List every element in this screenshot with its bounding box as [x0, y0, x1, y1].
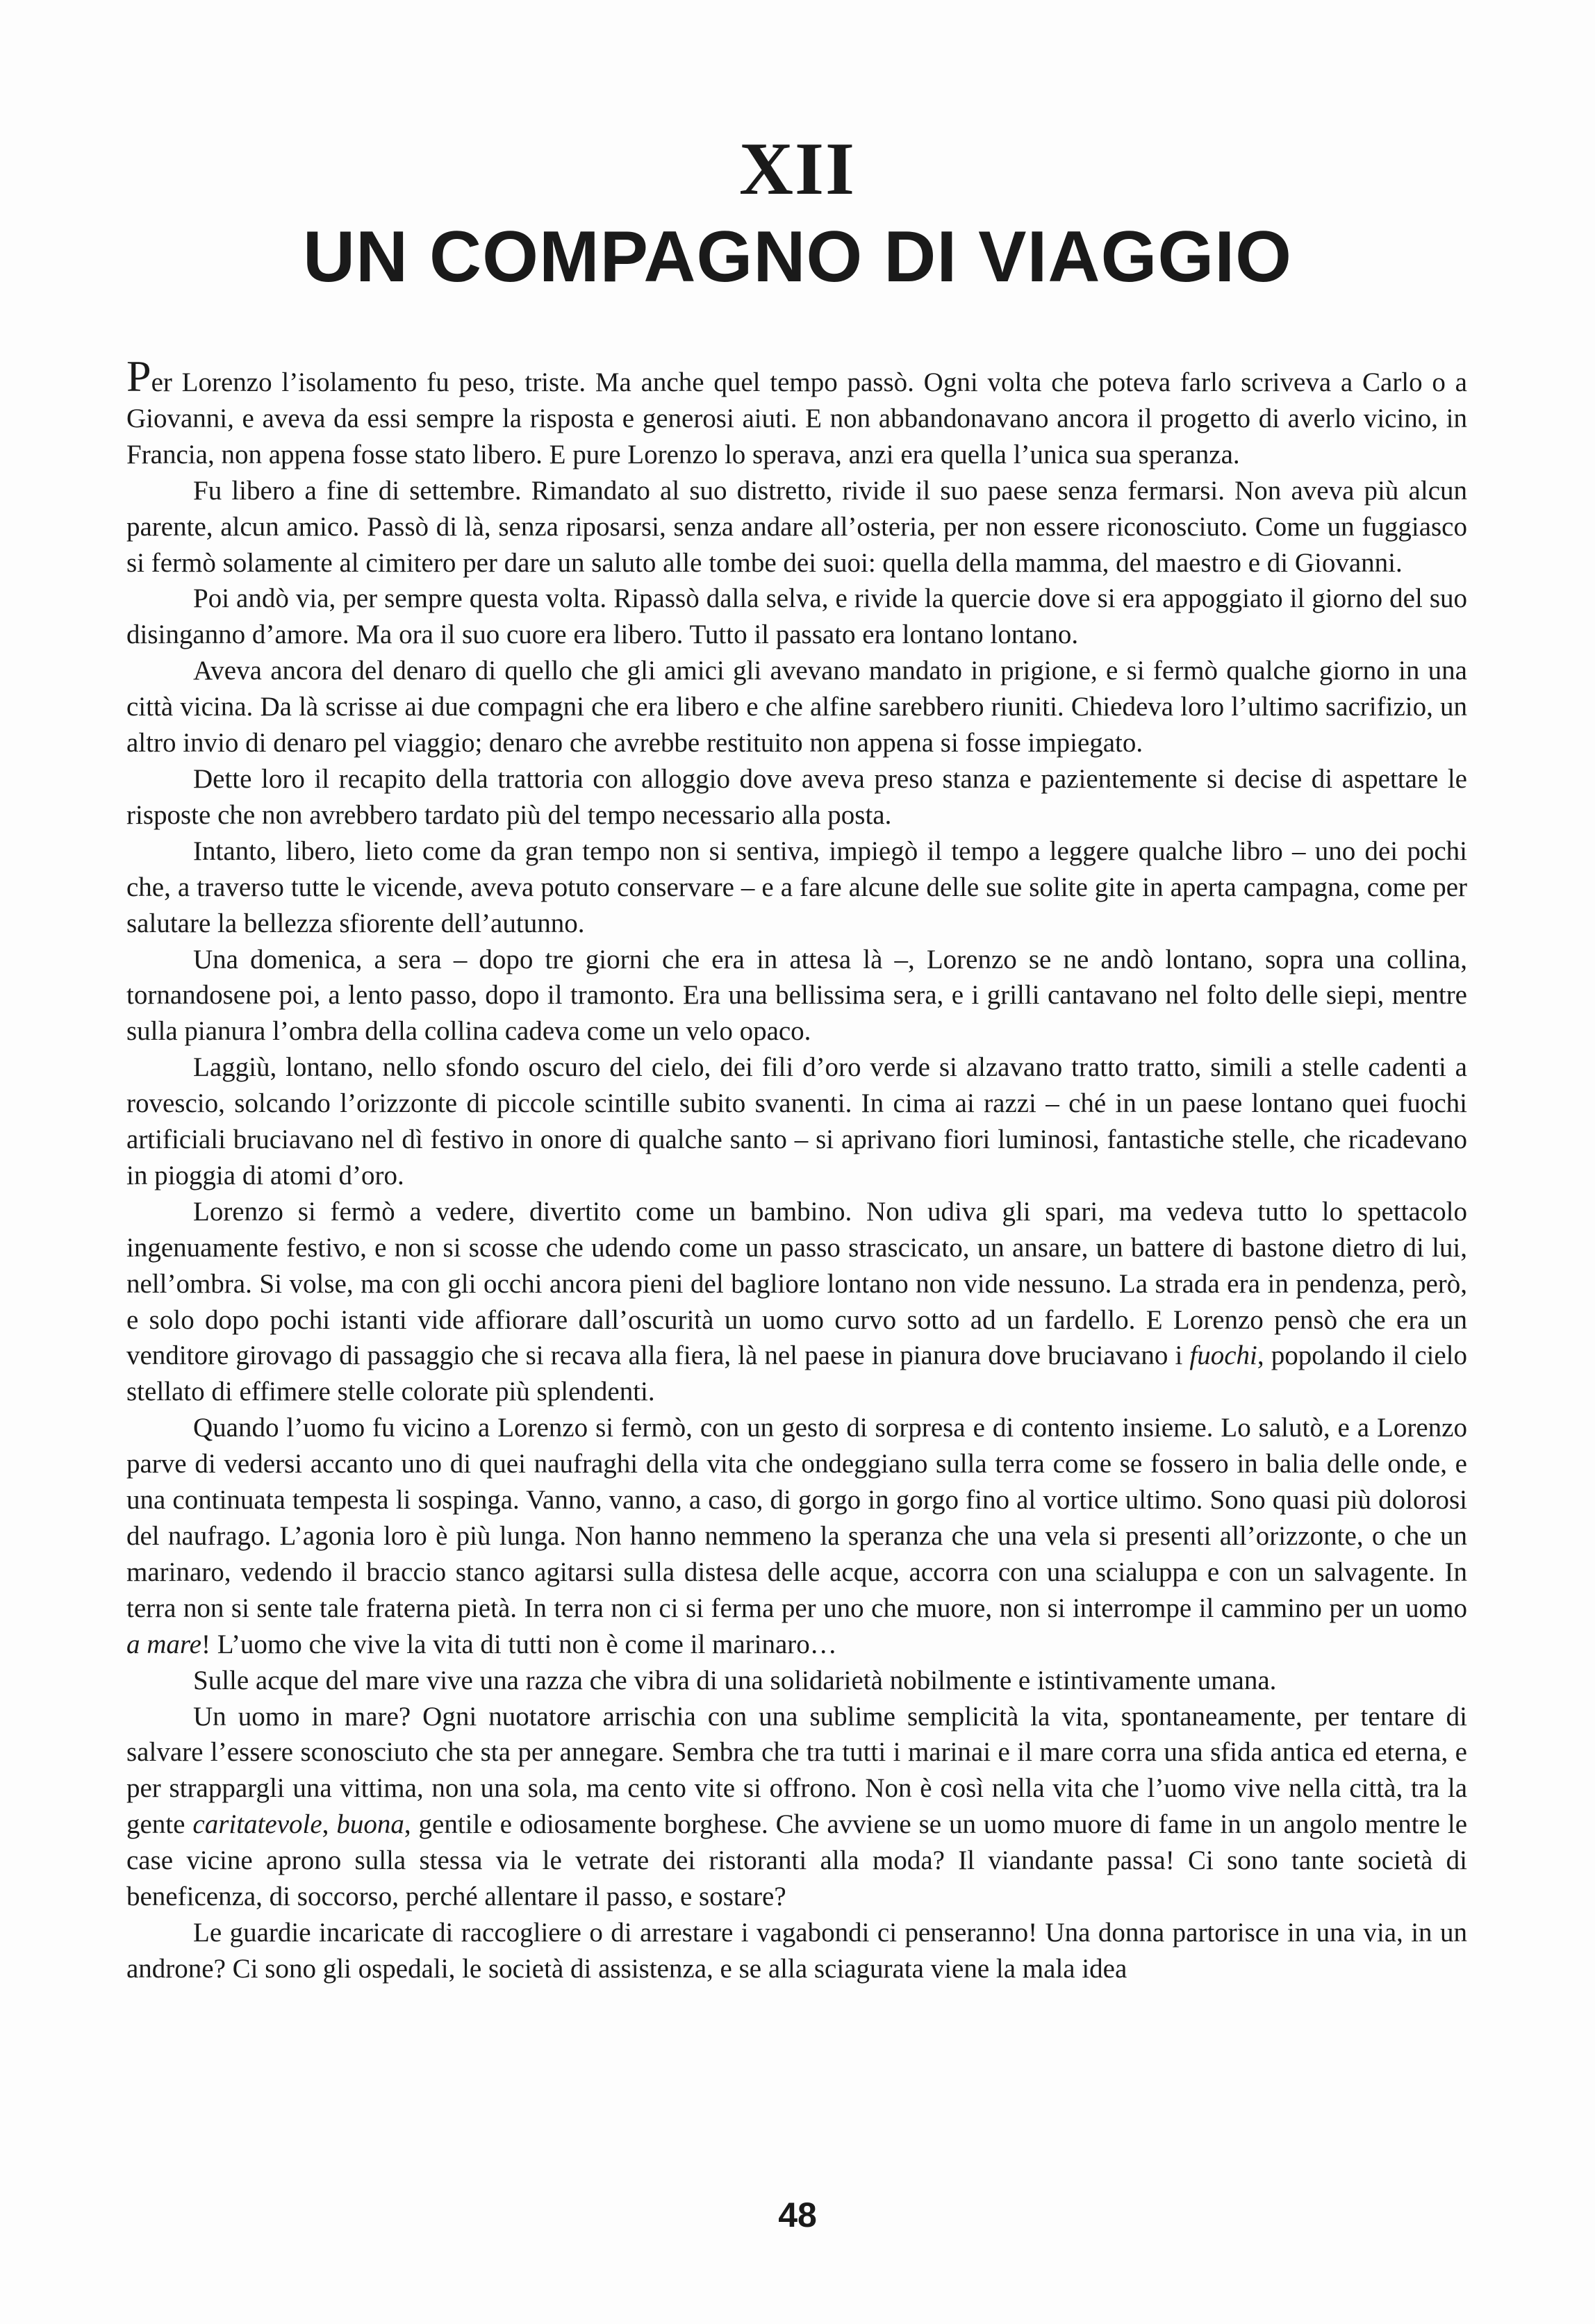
- paragraph-text: Lorenzo si fermò a vedere, divertito come un bambino. Non udiva gli spari, ma vedeva tutto lo spettacolo ingenuamente festivo, e non si scosse che udendo come un passo strascicato, un ansare, un battere di bastone dietro di lui, nell’ombra. Si volse, ma con gli occhi ancora pieni del bagliore lontano non vide nessuno. La strada era in pendenza, però, e solo dopo pochi istanti vide affiorare dall’oscurità un uomo curvo sotto ad un fardello. E Lorenzo pensò che era un venditore girovago di passaggio che si recava alla fiera, là nel paese in pianura dove bruciavano i: [126, 1196, 1467, 1371]
- italic-text: fuochi: [1189, 1341, 1257, 1371]
- paragraph: [126, 1194, 1467, 1410]
- paragraph: Le guardie incaricate di raccogliere o di arrestare i vagabondi ci penseranno! Una donna partorisce in una via, in un androne? Ci sono gli ospedali, le società di assistenza, e se alla sciagurata viene la mala idea: [126, 1917, 1467, 1984]
- paragraph-opening: [126, 351, 1467, 473]
- paragraph-text: er Lorenzo l’isolamento fu peso, triste. Ma anche quel tempo passò. Ogni volta che poteva farlo scriveva a Carlo o a Giovanni, e aveva da essi sempre la risposta e generosi aiuti. E non abbandonavano ancora il progetto di averlo vicino, in Francia, non appena fosse stato libero. E pure Lorenzo lo sperava, anzi era quella l’unica sua speranza.: [126, 367, 1467, 470]
- paragraph: Dette loro il recapito della trattoria con alloggio dove aveva preso stanza e pazientemente si decise di aspettare le risposte che non avrebbero tardato più del tempo necessario alla posta.: [126, 763, 1467, 830]
- paragraph: Fu libero a fine di settembre. Rimandato al suo distretto, rivide il suo paese senza fermarsi. Non aveva più alcun parente, alcun amico. Passò di là, senza riposarsi, senza andare all’osteria, per non essere riconosciuto. Come un fuggiasco si fermò solamente al cimitero per dare un saluto alle tombe dei suoi: quella della mamma, del maestro e di Giovanni.: [126, 475, 1467, 578]
- paragraph: Sulle acque del mare vive una razza che vibra di una solidarietà nobilmente e istintivamente umana.: [193, 1665, 1277, 1695]
- paragraph-text: , gentile e odiosamente borghese. Che avviene se un uomo muore di fame in un angolo mentre le case vicine aprono sulla stessa via le vetrate dei ristoranti alla moda? Il viandante passa! Ci sono tante società di beneficenza, di soccorso, perché allentare il passo, e sostare?: [126, 1809, 1467, 1912]
- italic-text: a mare: [126, 1629, 201, 1659]
- paragraph: Aveva ancora del denaro di quello che gli amici gli avevano mandato in prigione, e si fermò qualche giorno in una città vicina. Da là scrisse ai due compagni che era libero e che alfine sarebbero riuniti. Chiedeva loro l’ultimo sacrifizio, un altro invio di denaro pel viaggio; denaro che avrebbe restituito non appena si fosse impiegato.: [126, 656, 1467, 758]
- initial-letter: P: [126, 351, 151, 401]
- paragraph: Poi andò via, per sempre questa volta. Ripassò dalla selva, e rivide la quercie dove si era appoggiato il giorno del suo disinganno d’amore. Ma ora il suo cuore era libero. Tutto il passato era lontano lontano.: [126, 583, 1467, 650]
- chapter-number: XII: [738, 128, 857, 210]
- chapter-title: UN COMPAGNO DI VIAGGIO: [302, 217, 1293, 297]
- paragraph-text: ,: [322, 1809, 337, 1840]
- paragraph: Laggiù, lontano, nello sfondo oscuro del cielo, dei fili d’oro verde si alzavano tratto tratto, simili a stelle cadenti a rovescio, solcando l’orizzonte di piccole scintille subito svanenti. In cima ai razzi – ché in un paese lontano quei fuochi artificiali bruciavano nel dì festivo in onore di qualche santo – si aprivano fiori luminosi, fantastiche stelle, che ricadevano in pioggia di atomi d’oro.: [126, 1052, 1467, 1190]
- italic-text: buona: [336, 1809, 404, 1840]
- paragraph-text: Un uomo in mare? Ogni nuotatore arrischia con una sublime semplicità la vita, spontaneamente, per tentare di salvare l’essere sconosciuto che sta per annegare. Sembra che tra tutti i marinai e il mare corra una sfida antica ed eterna, e per strappargli una vittima, non una sola, ma cento vite si offrono. Non è così nella vita che l’uomo vive nella città, tra la gente: [126, 1701, 1467, 1840]
- paragraph: Una domenica, a sera – dopo tre giorni che era in attesa là –, Lorenzo se ne andò lontano, sopra una collina, tornandosene poi, a lento passo, dopo il tramonto. Era una bellissima sera, e i grilli cantavano nel folto delle siepi, mentre sulla pianura l’ombra della collina cadeva come un velo opaco.: [126, 944, 1467, 1047]
- paragraph: Intanto, libero, lieto come da gran tempo non si sentiva, impiegò il tempo a leggere qualche libro – uno dei pochi che, a traverso tutte le vicende, aveva potuto conservare – e a fare alcune delle sue solite gite in aperta campagna, come per salutare la bellezza sfiorente dell’autunno.: [126, 836, 1467, 938]
- page-number: 48: [778, 2196, 817, 2234]
- italic-text: caritatevole: [192, 1809, 322, 1840]
- paragraph-text: , popolando il cielo stellato di effimere stelle colorate più splendenti.: [126, 1341, 1468, 1407]
- paragraph-text: ! L’uomo che vive la vita di tutti non è come il marinaro…: [201, 1629, 837, 1659]
- paragraph-text: Quando l’uomo fu vicino a Lorenzo si fermò, con un gesto di sorpresa e di contento insieme. Lo salutò, e a Lorenzo parve di vedersi accanto uno di quei naufraghi della vita che ondeggiano sulla terra come se fossero in balia delle onde, e una continuata tempesta li sospinga. Vanno, vanno, a caso, di gorgo in gorgo fino al vortice ultimo. Sono quasi più dolorosi del naufrago. L’agonia loro è più lunga. Non hanno nemmeno la speranza che una vela si presenti all’orizzonte, o che un marinaro, vedendo il braccio stanco agitarsi sulla distesa delle acque, accorra con una scialuppa e con un salvagente. In terra non si sente tale fraterna pietà. In terra non ci si ferma per uno che muore, non si interrompe il cammino per un uomo: [126, 1413, 1467, 1623]
- paragraph: [126, 1410, 1467, 1662]
- chapter-body: [126, 351, 1468, 1987]
- paragraph: [126, 1699, 1467, 1915]
